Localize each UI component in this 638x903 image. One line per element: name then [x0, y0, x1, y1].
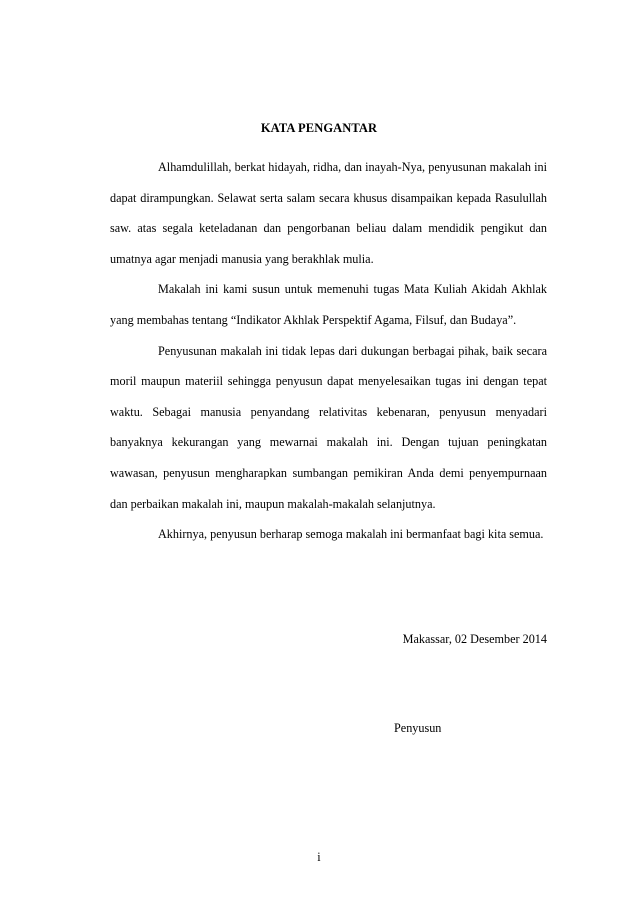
place-date: Makassar, 02 Desember 2014	[402, 632, 547, 646]
paragraph-opening: Alhamdulillah, berkat hidayah, ridha, dan inayah-Nya, penyusunan makalah ini dapat dirampungkan. Selawat serta salam secara khusus disampaikan kepada Rasulullah saw. atas segala keteladanan dan pengorbanan beliau dalam mendidik pengikut dan umatnya agar menjadi manusia yang berakhlak mulia.	[110, 160, 547, 266]
paragraph-closing: Akhirnya, penyusun berharap semoga makalah ini bermanfaat bagi kita semua.	[158, 527, 544, 542]
signer: Penyusun	[394, 721, 442, 735]
page-number: i	[317, 850, 321, 864]
paragraph-purpose: Makalah ini kami susun untuk memenuhi tugas Mata Kuliah Akidah Akhlak yang membahas tentang “Indikator Akhlak Perspektif Agama, Filsuf, dan Budaya”.	[110, 282, 547, 327]
document-body	[110, 152, 547, 550]
paragraph-acknowledgement: Penyusunan makalah ini tidak lepas dari dukungan berbagai pihak, baik secara moril maupun materiil sehingga penyusun dapat menyelesaikan tugas ini dengan tepat waktu. Sebagai manusia penyandang relativitas kebenaran, penyusun menyadari banyaknya kekurangan yang mewarnai makalah ini. Dengan tujuan peningkatan wawasan, penyusun mengharapkan sumbangan pemikiran Anda demi penyempurnaan dan perbaikan makalah ini, maupun makalah-makalah selanjutnya.	[110, 343, 547, 511]
page-title: KATA PENGANTAR	[260, 121, 378, 135]
